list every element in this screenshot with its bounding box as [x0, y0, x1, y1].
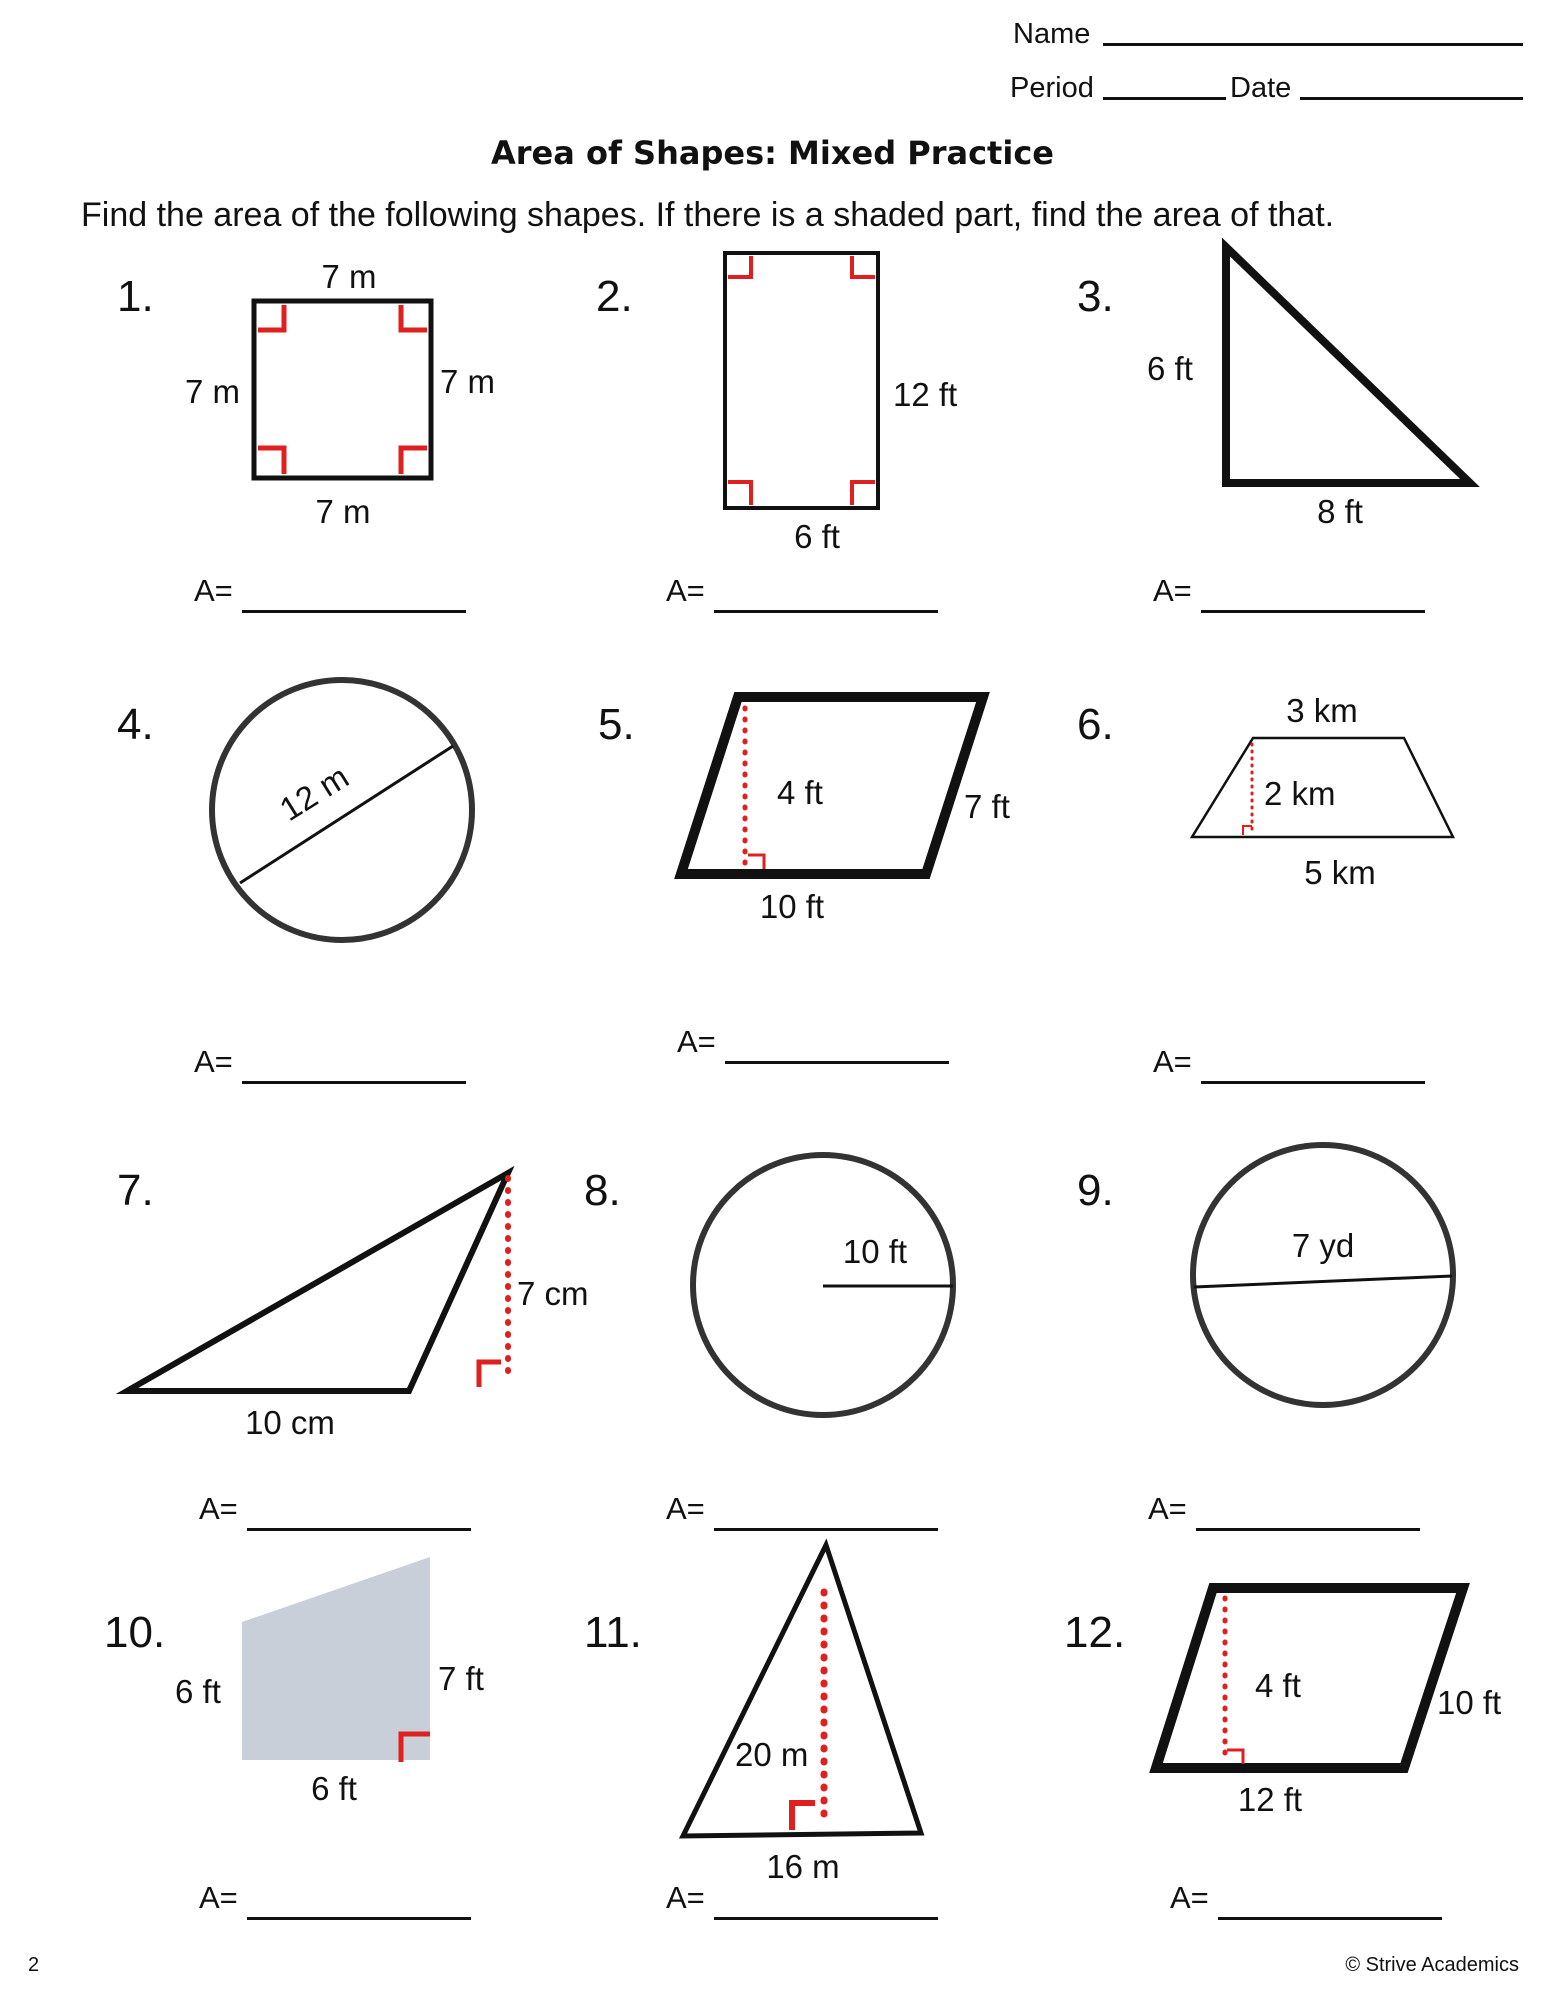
- shape-9-circle: [1193, 1145, 1453, 1405]
- answer-label-12: A=: [1170, 1880, 1209, 1915]
- right-angle-marker: [728, 256, 751, 277]
- answer-label-5: A=: [677, 1024, 716, 1059]
- shape-10-bottom-label: 6 ft: [311, 1770, 357, 1807]
- problem-number-4: 4.: [117, 700, 154, 749]
- right-angle-marker: [852, 256, 875, 277]
- answer-label-9: A=: [1148, 1491, 1187, 1526]
- shape-10-shaded-region: [175, 1557, 484, 1807]
- right-angle-marker: [401, 305, 427, 330]
- shape-2-bottom-label: 6 ft: [794, 518, 840, 555]
- shape-11-base-label: 16 m: [766, 1848, 840, 1885]
- shape-5-height-label: 4 ft: [777, 774, 823, 811]
- shape-11-triangle: [683, 1545, 921, 1885]
- shape-1-square: [185, 258, 495, 530]
- answer-label-8: A=: [666, 1491, 705, 1526]
- problem-number-1: 1.: [117, 272, 154, 321]
- answer-label-11: A=: [666, 1880, 705, 1915]
- period-label: Period: [1010, 72, 1094, 104]
- right-angle-marker: [401, 448, 427, 474]
- shape-12-base-label: 12 ft: [1237, 1781, 1303, 1818]
- shape-1-bottom-label: 7 m: [315, 493, 371, 530]
- problem-number-10: 10.: [104, 1608, 166, 1657]
- right-angle-marker: [258, 305, 284, 330]
- problem-number-9: 9.: [1077, 1166, 1114, 1215]
- problem-number-8: 8.: [584, 1166, 621, 1215]
- shape-6-base-label: 5 km: [1304, 854, 1376, 891]
- answer-label-2: A=: [666, 573, 705, 608]
- copyright: © Strive Academics: [1345, 1954, 1519, 1976]
- problem-number-7: 7.: [117, 1166, 154, 1215]
- shape-10-right-label: 7 ft: [438, 1660, 484, 1697]
- date-label: Date: [1230, 72, 1292, 104]
- shape-7-height-label: 7 cm: [517, 1275, 589, 1312]
- answer-label-1: A=: [194, 573, 233, 608]
- answer-label-4: A=: [194, 1044, 233, 1079]
- shape-11-height-label: 20 m: [735, 1736, 809, 1773]
- problem-number-12: 12.: [1064, 1608, 1126, 1657]
- shape-12-height-label: 4 ft: [1255, 1667, 1301, 1704]
- shape-5-parallelogram: [681, 697, 1010, 925]
- answer-label-10: A=: [199, 1880, 238, 1915]
- instructions: Find the area of the following shapes. If there is a shaded part, find the area of that.: [81, 196, 1335, 234]
- shape-2-rectangle: [725, 253, 957, 555]
- right-angle-marker: [852, 482, 875, 505]
- problem-number-3: 3.: [1077, 272, 1114, 321]
- problem-number-11: 11.: [584, 1608, 642, 1657]
- right-angle-marker: [258, 448, 284, 474]
- shape-9-diameter-label: 7 yd: [1291, 1227, 1355, 1264]
- answer-label-3: A=: [1153, 573, 1192, 608]
- shape-2-side-label: 12 ft: [893, 376, 958, 413]
- answer-label-7: A=: [199, 1491, 238, 1526]
- shape-4-diameter-label: 12 m: [273, 757, 355, 828]
- shape-5-side-label: 7 ft: [964, 788, 1010, 825]
- name-label: Name: [1013, 18, 1091, 50]
- problem-number-2: 2.: [596, 272, 633, 321]
- shape-5-base-label: 10 ft: [759, 888, 825, 925]
- shape-6-height-label: 2 km: [1264, 775, 1336, 812]
- shape-6-trapezoid: [1192, 692, 1453, 891]
- shape-6-top-label: 3 km: [1286, 692, 1358, 729]
- shape-1-left-label: 7 m: [185, 373, 241, 410]
- shape-1-top-label: 7 m: [321, 258, 377, 295]
- shape-7-base-label: 10 cm: [245, 1404, 335, 1441]
- problem-number-5: 5.: [598, 700, 635, 749]
- shape-8-circle: [693, 1155, 953, 1415]
- shape-7-triangle: [127, 1173, 589, 1441]
- shape-12-side-label: 10 ft: [1437, 1684, 1502, 1721]
- shape-1-right-label: 7 m: [440, 363, 496, 400]
- shape-10-left-label: 6 ft: [175, 1673, 221, 1710]
- shape-4-circle: [212, 680, 472, 940]
- right-angle-marker: [728, 482, 751, 505]
- shape-12-parallelogram: [1156, 1588, 1501, 1818]
- page-title: Area of Shapes: Mixed Practice: [491, 134, 1054, 172]
- answer-label-6: A=: [1153, 1044, 1192, 1079]
- shape-3-base-label: 8 ft: [1317, 493, 1363, 530]
- problem-number-6: 6.: [1077, 700, 1114, 749]
- shape-8-radius-label: 10 ft: [842, 1233, 908, 1270]
- shape-3-triangle: [1147, 247, 1470, 530]
- shape-3-height-label: 6 ft: [1147, 350, 1193, 387]
- page-number: 2: [28, 1954, 40, 1976]
